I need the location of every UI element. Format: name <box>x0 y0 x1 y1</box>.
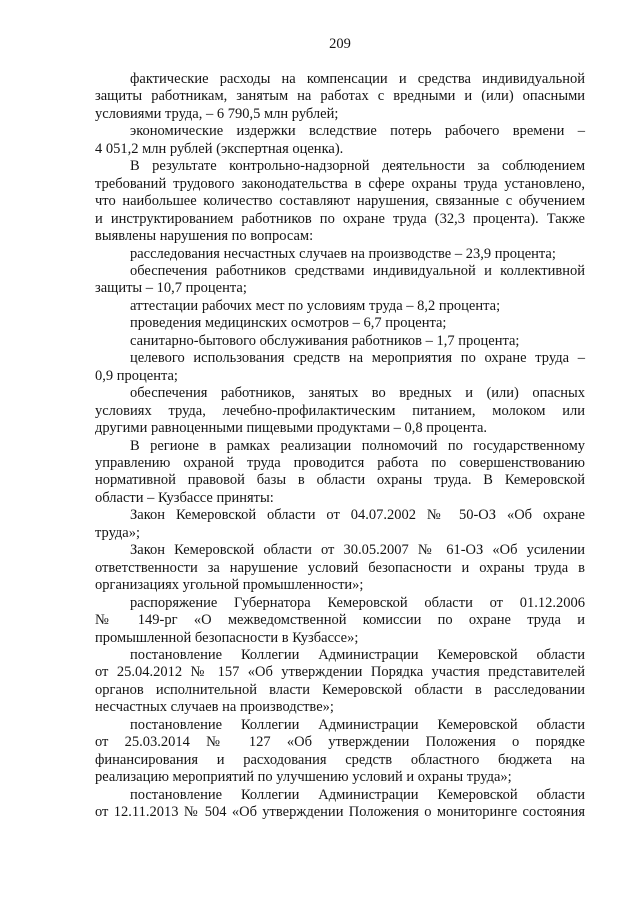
text-line: что наибольшее количество составляют нарушения, связанные с обучением <box>95 193 585 210</box>
text-line: реализацию мероприятий по улучшению условий и охраны труда»; <box>95 769 512 786</box>
list-item <box>95 787 585 822</box>
text-line: экономические издержки вследствие потерь рабочего времени – <box>130 123 585 140</box>
list-item <box>95 246 585 263</box>
text-line: органов исполнительной власти Кемеровской области в расследовании <box>95 681 585 698</box>
text-line: управлению охраной труда проводится работа по совершенствованию <box>95 454 585 471</box>
paragraph <box>95 71 585 123</box>
text-line: постановление Коллегии Администрации Кемеровской области <box>130 786 585 803</box>
list-item <box>95 542 585 594</box>
paragraph <box>95 123 585 158</box>
text-line: другими равноценными пищевыми продуктами – 0,8 процента. <box>95 420 488 437</box>
text-line: распоряжение Губернатора Кемеровской области от 01.12.2006 <box>130 594 585 611</box>
paragraph <box>95 158 585 245</box>
text-line: от 25.04.2012 № 157 «Об утверждении Порядка участия представителей <box>95 664 585 681</box>
text-line: промышленной безопасности в Кузбассе»; <box>95 629 359 646</box>
text-line: от 25.03.2014 № 127 «Об утверждении Положения о порядке <box>95 734 585 751</box>
list-item <box>95 717 585 787</box>
text-line: и инструктированием работников по охране труда (32,3 процента). Также <box>95 210 585 227</box>
text-line: труда»; <box>95 524 141 541</box>
text-line: организациях угольной промышленности»; <box>95 577 364 594</box>
text-line: санитарно-бытового обслуживания работников – 1,7 процента; <box>130 332 520 349</box>
text-line: 4 051,2 млн рублей (экспертная оценка). <box>95 140 344 157</box>
text-line: В регионе в рамках реализации полномочий по государственному <box>130 437 585 454</box>
text-line: аттестации рабочих мест по условиям труда – 8,2 процента; <box>130 297 501 314</box>
list-item <box>95 263 585 298</box>
text-line: проведения медицинских осмотров – 6,7 процента; <box>130 315 447 332</box>
list-item <box>95 333 585 350</box>
list-item <box>95 298 585 315</box>
text-line: № 149-рг «О межведомственной комиссии по охране труда и <box>95 612 585 629</box>
text-line: несчастных случаев на производстве»; <box>95 699 334 716</box>
text-line: постановление Коллегии Администрации Кемеровской области <box>130 716 585 733</box>
text-line: области – Кузбассе приняты: <box>95 489 274 506</box>
list-item <box>95 595 585 647</box>
list-item <box>95 315 585 332</box>
text-line: защиты – 10,7 процента; <box>95 280 247 297</box>
text-line: постановление Коллегии Администрации Кемеровской области <box>130 646 585 663</box>
list-item <box>95 350 585 385</box>
page-number: 209 <box>329 36 351 52</box>
text-line: условиях труда, лечебно-профилактическим питанием, молоком или <box>95 402 585 419</box>
text-line: от 12.11.2013 № 504 «Об утверждении Положения о мониторинге состояния <box>95 804 585 821</box>
list-item <box>95 647 585 717</box>
text-line: Закон Кемеровской области от 04.07.2002 № 50-ОЗ «Об охране <box>130 507 585 524</box>
text-line: финансирования и расходования средств областного бюджета на <box>95 751 585 768</box>
text-line: расследования несчастных случаев на производстве – 23,9 процента; <box>130 245 556 262</box>
page-body <box>95 71 585 821</box>
text-line: В результате контрольно-надзорной деятельности за соблюдением <box>130 158 585 175</box>
list-item <box>95 507 585 542</box>
text-line: фактические расходы на компенсации и средства индивидуальной <box>130 71 585 87</box>
paragraph <box>95 438 585 508</box>
text-line: нормативной правовой базы в области охраны труда. В Кемеровской <box>95 472 585 489</box>
text-line: 0,9 процента; <box>95 367 178 384</box>
text-line: требований трудового законодательства в сфере охраны труда установлено, <box>95 175 585 192</box>
text-line: ответственности за нарушение условий безопасности и охраны труда в <box>95 559 585 576</box>
text-line: обеспечения работников средствами индивидуальной и коллективной <box>130 262 585 279</box>
text-line: условиями труда, – 6 790,5 млн рублей; <box>95 105 339 122</box>
text-line: целевого использования средств на мероприятия по охране труда – <box>130 350 585 367</box>
text-line: выявлены нарушения по вопросам: <box>95 228 314 245</box>
text-line: защиты работникам, занятым на работах с вредными и (или) опасными <box>95 88 585 105</box>
text-line: Закон Кемеровской области от 30.05.2007 № 61-ОЗ «Об усилении <box>130 542 585 559</box>
list-item <box>95 385 585 437</box>
text-line: обеспечения работников, занятых во вредных и (или) опасных <box>130 385 585 402</box>
